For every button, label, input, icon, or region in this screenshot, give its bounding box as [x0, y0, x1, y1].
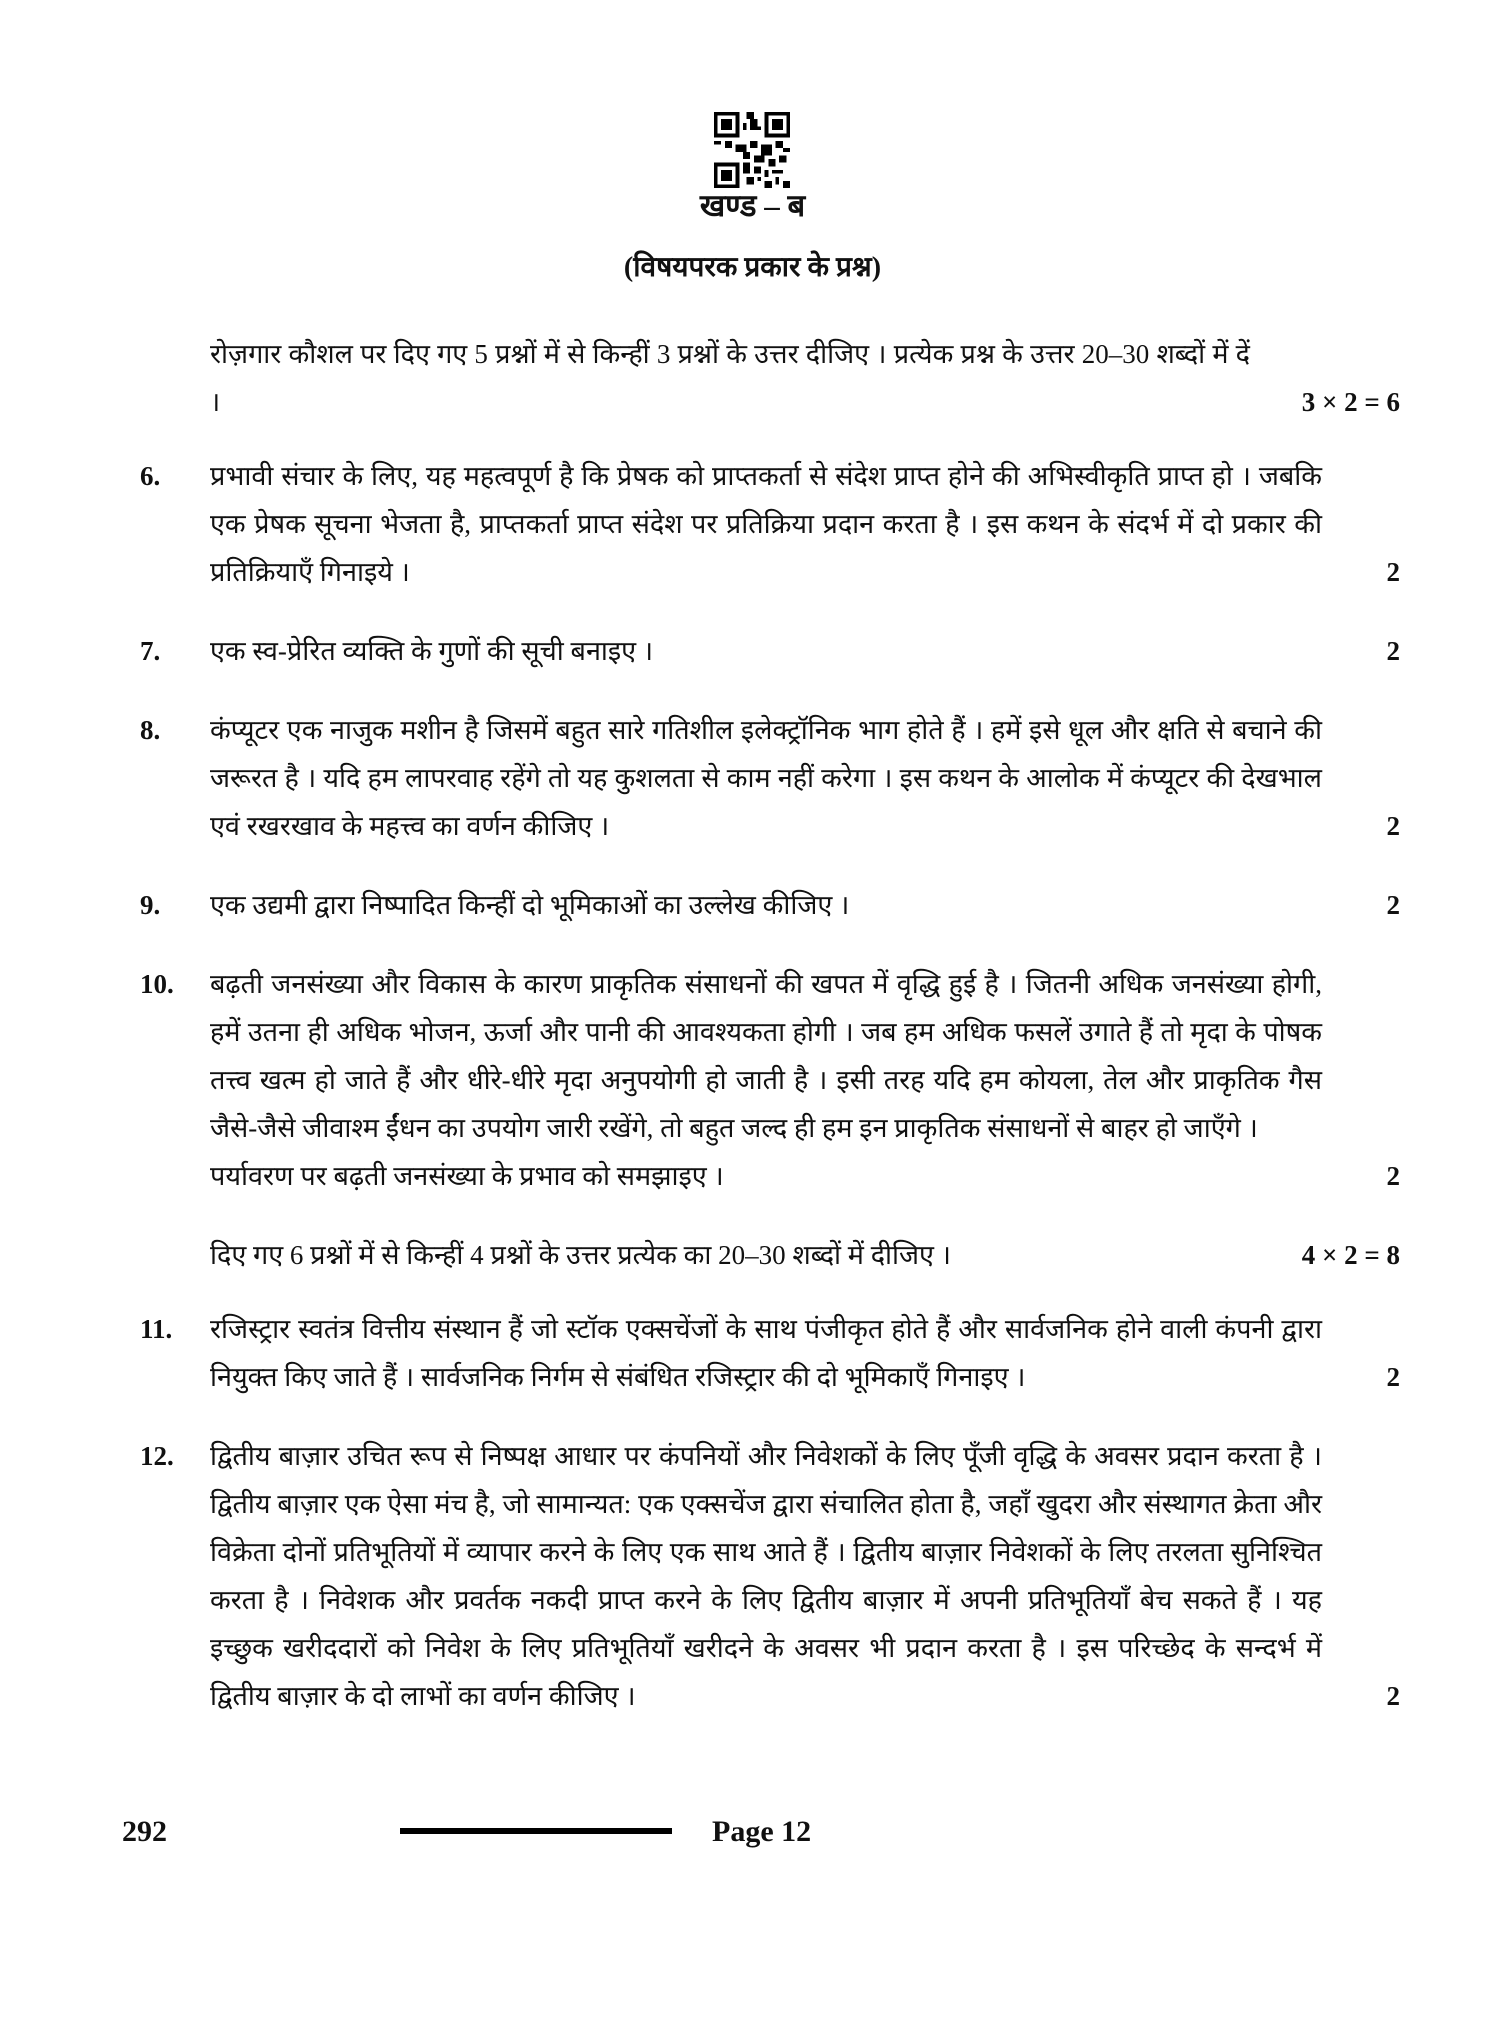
question-marks: 2 [1386, 1362, 1400, 1392]
qr-code-icon [714, 110, 790, 190]
question-number: 6. [140, 461, 161, 491]
marks-scheme: 4 × 2 = 8 [1301, 1240, 1400, 1270]
question-text: रजिस्ट्रार स्वतंत्र वित्तीय संस्थान हैं जो स्टॉक एक्सचेंजों के साथ पंजीकृत होते हैं और सार्वजनिक होने वाली कंपनी द्वारा नियुक्त किए जाते हैं । सार्वजनिक निर्गम से संबंधित रजिस्ट्रार की दो भूमिकाएँ गिनाइए । [210, 1314, 1322, 1392]
question-area [140, 330, 1400, 1751]
question-6 [140, 452, 1400, 596]
question-10 [140, 960, 1400, 1200]
question-8 [140, 706, 1400, 850]
page-number: Page 12 [712, 1815, 812, 1848]
question-number: 7. [140, 636, 161, 666]
question-7 [140, 627, 1400, 675]
question-marks: 2 [1386, 557, 1400, 587]
question-12 [140, 1432, 1400, 1720]
page-footer [0, 1812, 1505, 1858]
question-marks: 2 [1386, 1681, 1400, 1711]
instruction-text: रोज़गार कौशल पर दिए गए 5 प्रश्नों में से किन्हीं 3 प्रश्नों के उत्तर दीजिए । प्रत्येक प्रश्न के उत्तर 20–30 शब्दों में दें । [210, 339, 1250, 417]
marks-scheme: 3 × 2 = 6 [1301, 387, 1400, 417]
question-text: कंप्यूटर एक नाजुक मशीन है जिसमें बहुत सारे गतिशील इलेक्ट्रॉनिक भाग होते हैं । हमें इसे धूल और क्षति से बचाने की जरूरत है । यदि हम लापरवाह रहेंगे तो यह कुशलता से काम नहीं करेगा । इस कथन के आलोक में कंप्यूटर की देखभाल एवं रखरखाव के महत्त्व का वर्णन कीजिए । [210, 715, 1322, 841]
section-title: खण्ड – ब [699, 188, 806, 223]
question-9 [140, 881, 1400, 929]
instruction-text: दिए गए 6 प्रश्नों में से किन्हीं 4 प्रश्नों के उत्तर प्रत्येक का 20–30 शब्दों में दीजिए । [210, 1240, 951, 1270]
question-number: 10. [140, 969, 174, 999]
footer-divider [400, 1828, 672, 1834]
question-marks: 2 [1386, 811, 1400, 841]
question-text: एक स्व-प्रेरित व्यक्ति के गुणों की सूची बनाइए । [210, 636, 654, 666]
question-text: बढ़ती जनसंख्या और विकास के कारण प्राकृतिक संसाधनों की खपत में वृद्धि हुई है । जितनी अधिक जनसंख्या होगी, हमें उतना ही अधिक भोजन, ऊर्जा और पानी की आवश्यकता होगी । जब हम अधिक फसलें उगाते हैं तो मृदा के पोषक तत्त्व खत्म हो जाते हैं और धीरे-धीरे मृदा अनुपयोगी हो जाती है । इसी तरह यदि हम कोयला, तेल और प्राकृतिक गैस जैसे-जैसे जीवाश्म ईंधन का उपयोग जारी रखेंगे, तो बहुत जल्द ही हम इन प्राकृतिक संसाधनों से बाहर हो जाएँगे । [210, 969, 1322, 1143]
question-ask: पर्यावरण पर बढ़ती जनसंख्या के प्रभाव को समझाइए । [210, 1161, 724, 1191]
instruction-block-1 [210, 330, 1400, 426]
question-number: 11. [140, 1314, 173, 1344]
section-subtitle: (विषयपरक प्रकार के प्रश्न) [623, 252, 882, 283]
question-text: द्वितीय बाज़ार उचित रूप से निष्पक्ष आधार पर कंपनियों और निवेशकों के लिए पूँजी वृद्धि के अवसर प्रदान करता है । द्वितीय बाज़ार एक ऐसा मंच है, जो सामान्यत: एक एक्सचेंज द्वारा संचालित होता है, जहाँ खुदरा और संस्थागत क्रेता और विक्रेता दोनों प्रतिभूतियों में व्यापार करने के लिए एक साथ आते हैं । द्वितीय बाज़ार निवेशकों के लिए तरलता सुनिश्चित करता है । निवेशक और प्रवर्तक नकदी प्राप्त करने के लिए द्वितीय बाज़ार में अपनी प्रतिभूतियाँ बेच सकते हैं । यह इच्छुक खरीददारों को निवेश के लिए प्रतिभूतियाँ खरीदने के अवसर भी प्रदान करता है । इस परिच्छेद के सन्दर्भ में द्वितीय बाज़ार के दो लाभों का वर्णन कीजिए । [210, 1441, 1322, 1711]
question-number: 12. [140, 1441, 174, 1471]
question-text: एक उद्यमी द्वारा निष्पादित किन्हीं दो भूमिकाओं का उल्लेख कीजिए । [210, 890, 850, 920]
question-number: 9. [140, 890, 161, 920]
question-marks: 2 [1386, 890, 1400, 920]
question-number: 8. [140, 715, 161, 745]
question-marks: 2 [1386, 1161, 1400, 1191]
instruction-block-2 [210, 1231, 1400, 1279]
question-marks: 2 [1386, 636, 1400, 666]
question-text: प्रभावी संचार के लिए, यह महत्वपूर्ण है कि प्रेषक को प्राप्तकर्ता से संदेश प्राप्त होने की अभिस्वीकृति प्राप्त हो । जबकि एक प्रेषक सूचना भेजता है, प्राप्तकर्ता प्राप्त संदेश पर प्रतिक्रिया प्रदान करता है । इस कथन के संदर्भ में दो प्रकार की प्रतिक्रियाएँ गिनाइये । [210, 461, 1322, 587]
question-11 [140, 1305, 1400, 1401]
paper-code: 292 [122, 1815, 167, 1848]
